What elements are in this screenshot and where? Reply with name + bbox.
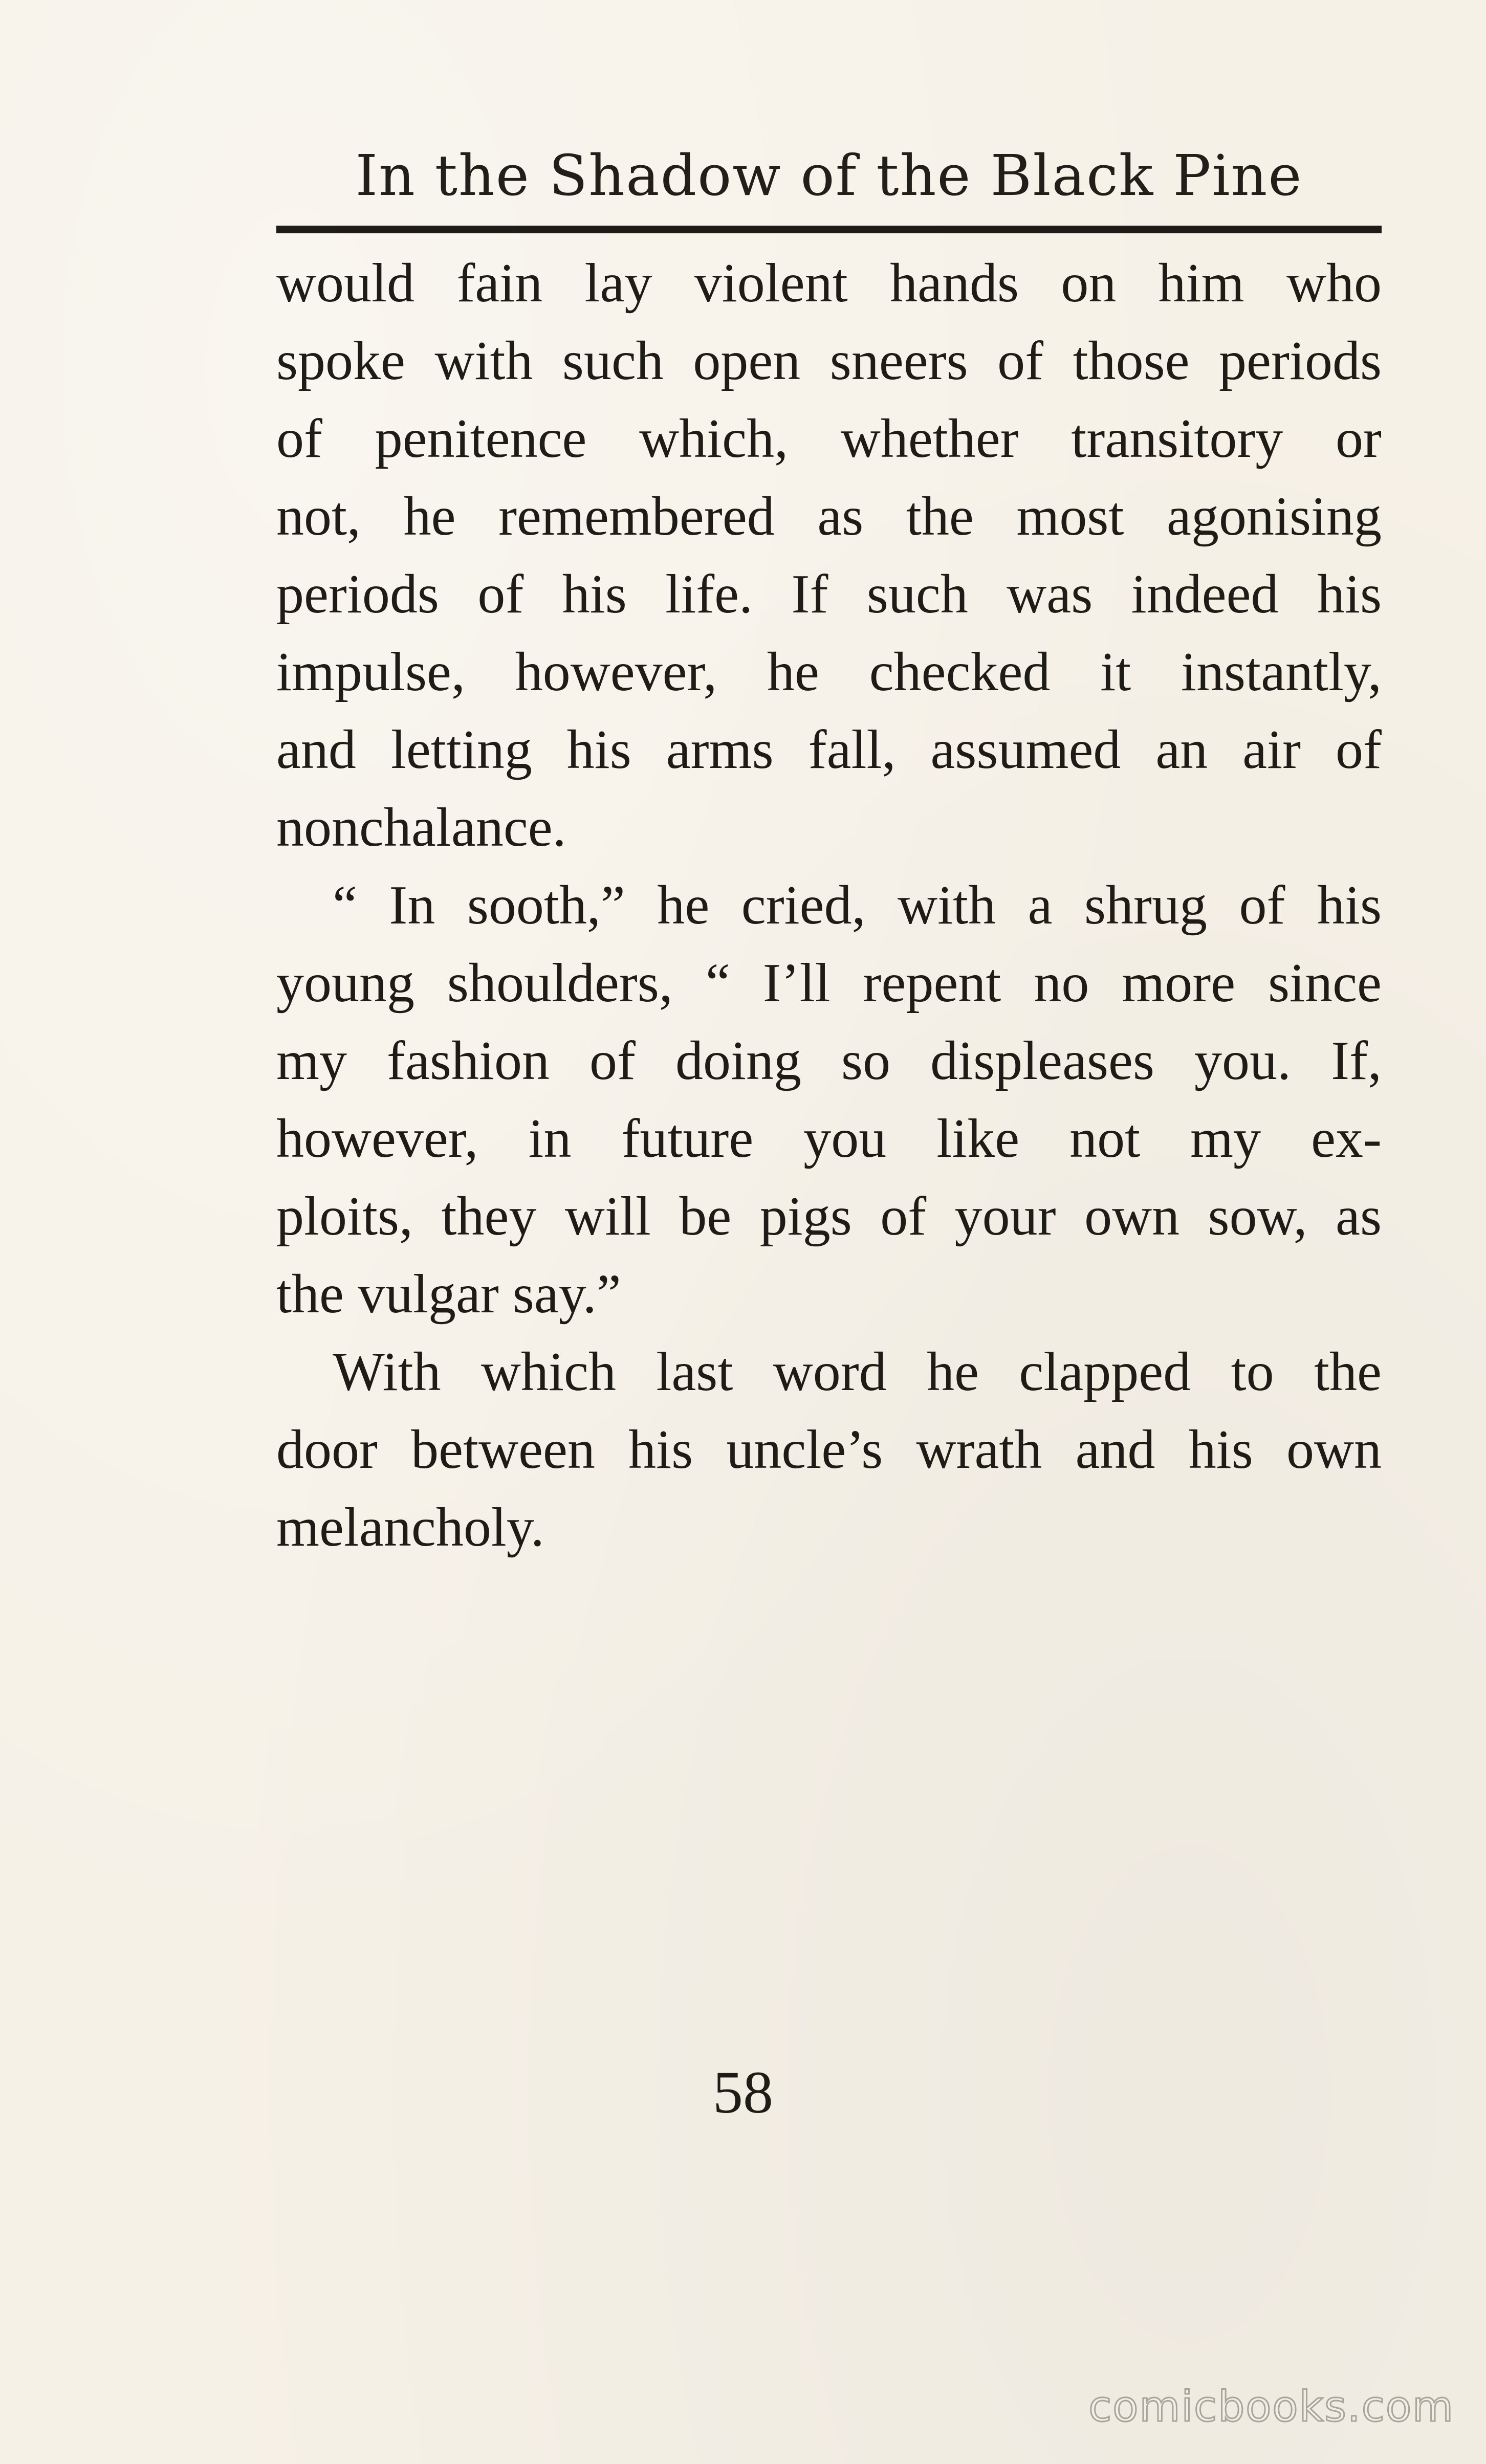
text-line: of penitence which, whether transitory or: [276, 408, 1382, 469]
text-line: periods of his life. If such was indeed his: [276, 564, 1382, 625]
text-line: not, he remembered as the most agonising: [276, 486, 1382, 547]
text-line: ploits, they will be pigs of your own sow, as: [276, 1186, 1382, 1247]
page-number: 58: [713, 2059, 773, 2126]
text-line: the vulgar say.”: [276, 1264, 621, 1325]
text-line: melancholy.: [276, 1497, 544, 1558]
watermark: comicbooks.com: [1088, 2383, 1454, 2431]
text-line: With which last word he clapped to the: [333, 1341, 1382, 1402]
text-line: however, in future you like not my ex-: [276, 1108, 1382, 1169]
body-text: [276, 245, 1382, 1567]
text-line: my fashion of doing so displeases you. If,: [276, 1030, 1382, 1091]
text-line: spoke with such open sneers of those periods: [276, 331, 1382, 391]
text-line: nonchalance.: [276, 797, 566, 858]
text-line: “ In sooth,” he cried, with a shrug of his: [333, 875, 1382, 936]
text-line: and letting his arms fall, assumed an air of: [276, 719, 1382, 780]
text-line: door between his uncle’s wrath and his own: [276, 1419, 1382, 1480]
text-line: young shoulders, “ I’ll repent no more since: [276, 953, 1382, 1014]
running-header-title: In the Shadow of the Black Pine: [355, 143, 1303, 208]
text-line: impulse, however, he checked it instantly,: [276, 642, 1382, 702]
header-rule: [276, 226, 1382, 233]
text-line: would fain lay violent hands on him who: [276, 253, 1382, 314]
